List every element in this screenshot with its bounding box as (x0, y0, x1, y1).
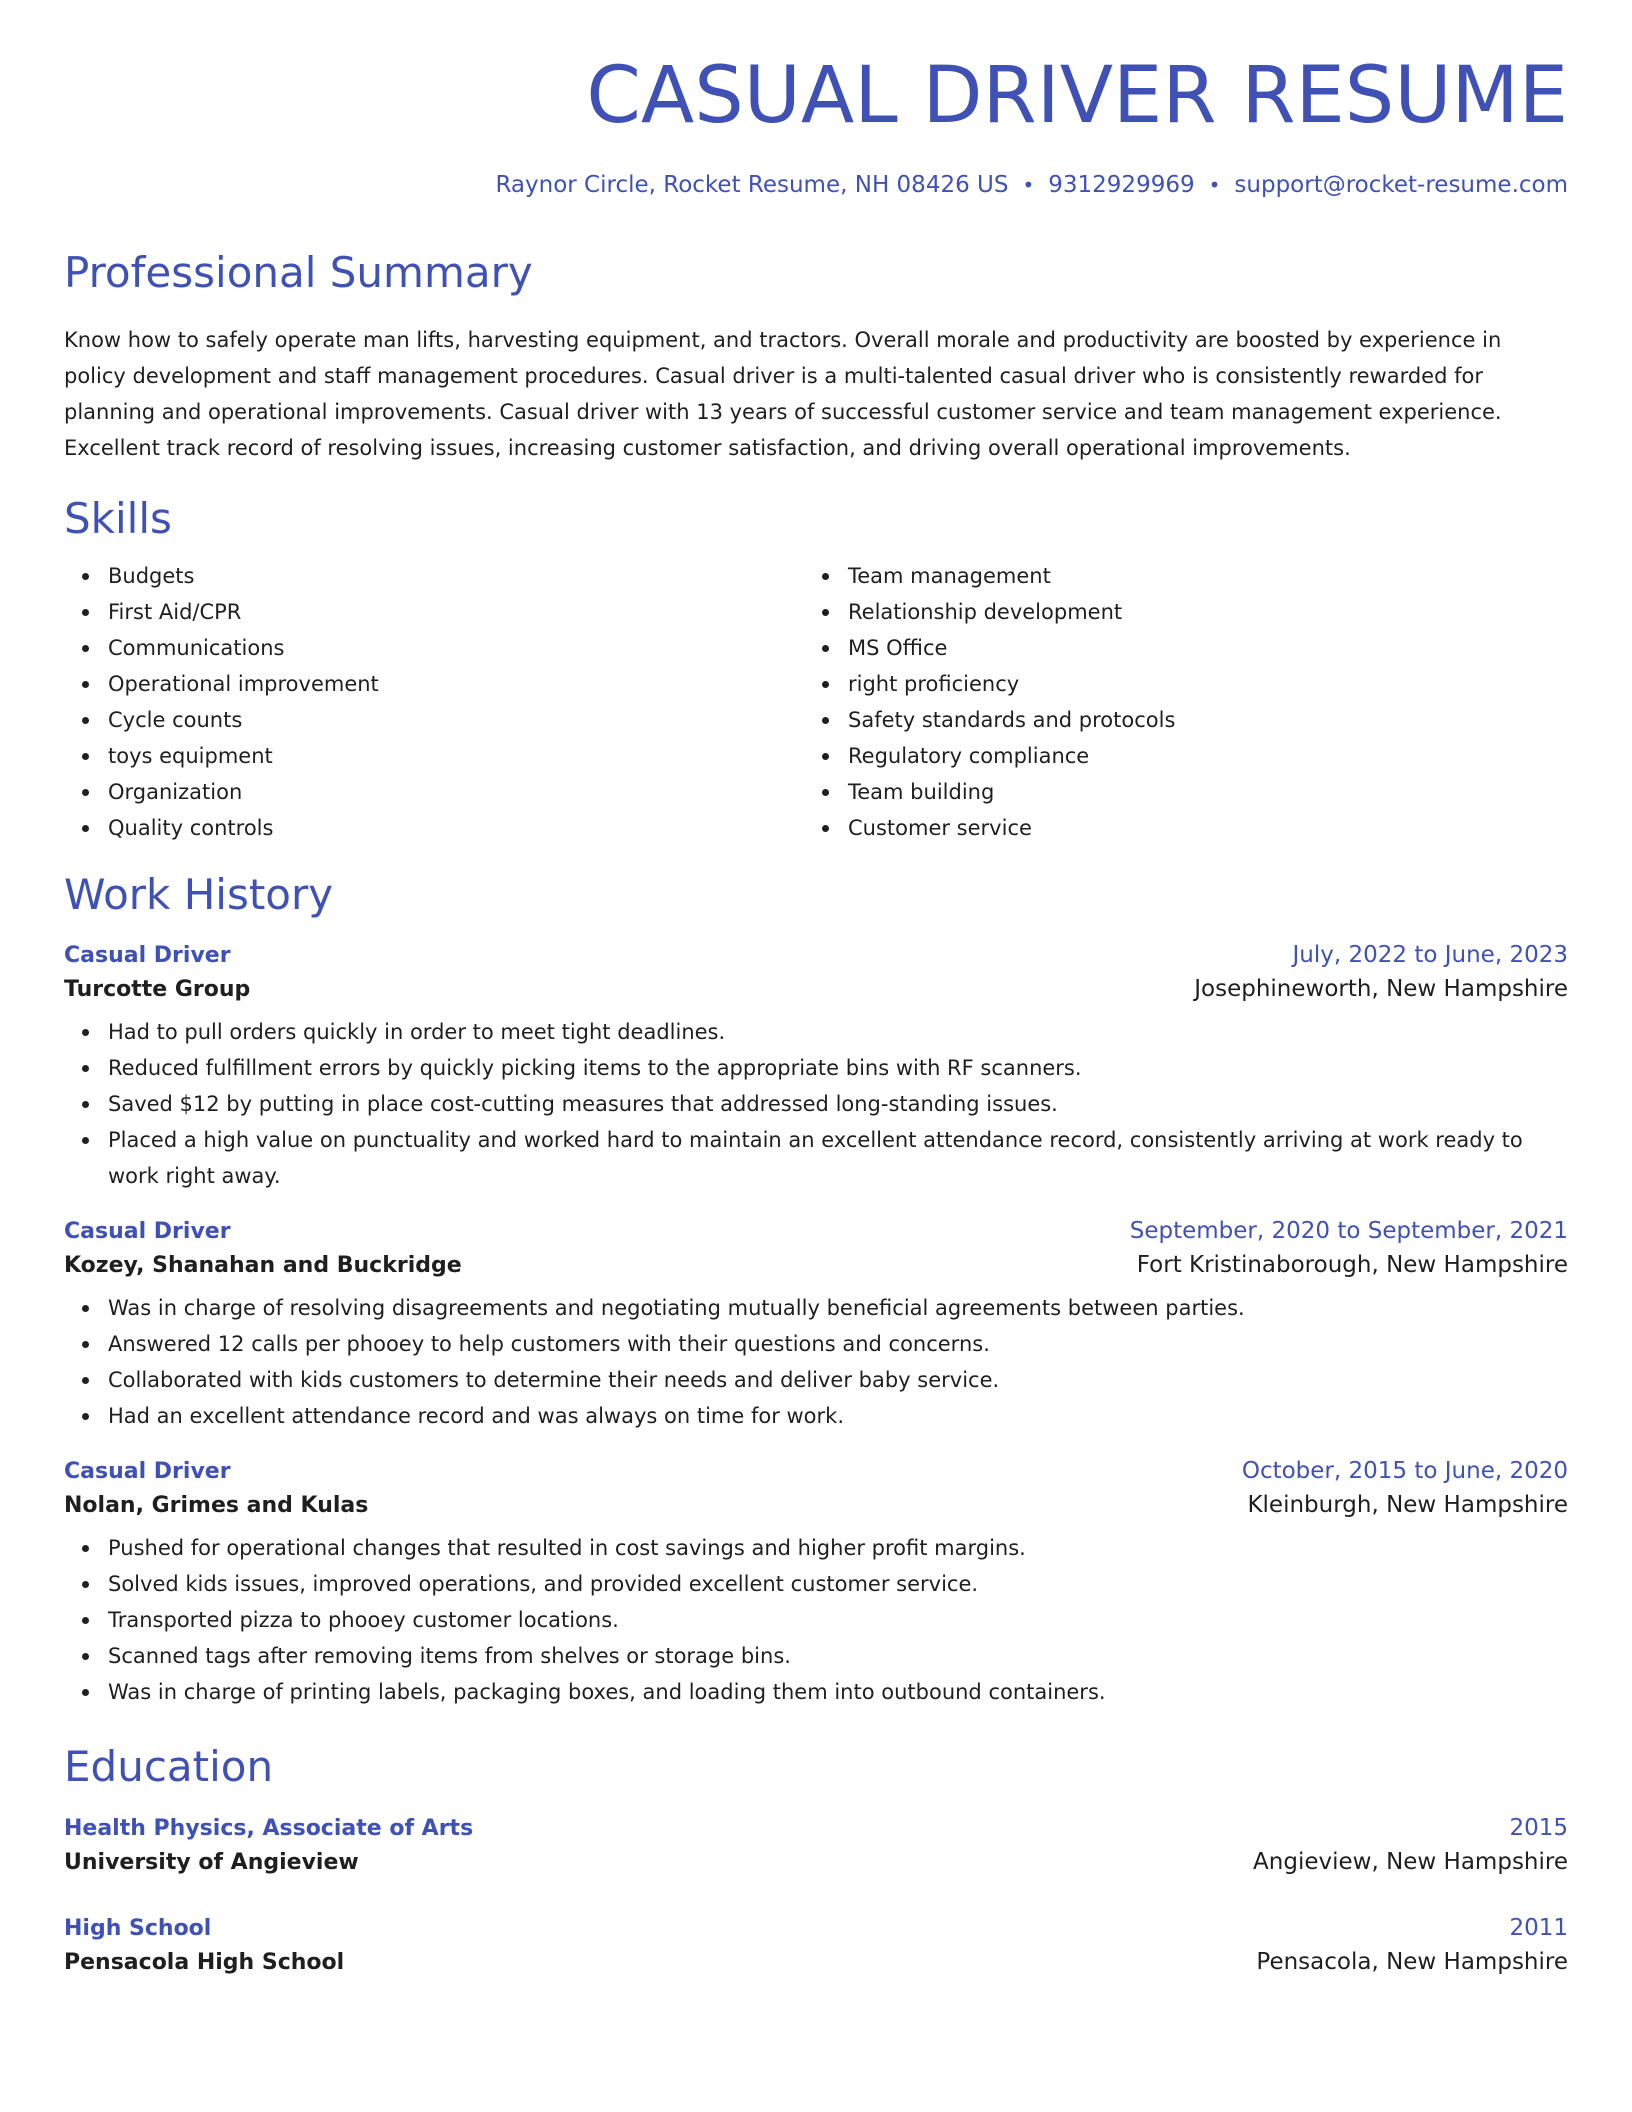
skill-item: Customer service (848, 810, 1544, 846)
contact-address: Raynor Circle, Rocket Resume, NH 08426 US (495, 171, 1009, 198)
job-bullet: Answered 12 calls per phooey to help customers with their questions and concerns. (108, 1326, 1568, 1362)
job-title: Casual Driver (64, 943, 231, 969)
skills-heading: Skills (64, 494, 172, 544)
contact-separator: • (1208, 172, 1221, 197)
job-bullet: Collaborated with kids customers to determine their needs and deliver baby service. (108, 1362, 1568, 1398)
resume-title: CASUAL DRIVER RESUME (586, 51, 1568, 141)
job-bullets (64, 1290, 1568, 1434)
job-bullet: Scanned tags after removing items from shelves or storage bins. (108, 1638, 1568, 1674)
education-entry (64, 1815, 1568, 1875)
skill-item: Team management (848, 558, 1544, 594)
education-degree: High School (64, 1915, 212, 1941)
job-location: Josephineworth, New Hampshire (1194, 976, 1568, 1003)
skills-column-right (804, 558, 1544, 846)
job-dates: October, 2015 to June, 2020 (1241, 1458, 1568, 1485)
job-title: Casual Driver (64, 1219, 231, 1245)
skill-item: First Aid/CPR (108, 594, 804, 630)
education-school-row (64, 1949, 1568, 1975)
education-year: 2011 (1509, 1914, 1568, 1941)
job-bullets (64, 1530, 1568, 1710)
job-header-row (64, 942, 1568, 968)
summary-heading: Professional Summary (64, 247, 533, 297)
job-company: Kozey, Shanahan and Buckridge (64, 1253, 462, 1279)
job-bullet: Had an excellent attendance record and was always on time for work. (108, 1398, 1568, 1434)
contact-phone: 9312929969 (1048, 171, 1195, 198)
skill-item: Team building (848, 774, 1544, 810)
job-bullet: Had to pull orders quickly in order to meet tight deadlines. (108, 1014, 1568, 1050)
skill-item: Operational improvement (108, 666, 804, 702)
job-bullet: Solved kids issues, improved operations, and provided excellent customer service. (108, 1566, 1568, 1602)
job-entry (64, 942, 1568, 1194)
job-company-row (64, 1252, 1568, 1278)
skill-item: Organization (108, 774, 804, 810)
job-dates: September, 2020 to September, 2021 (1129, 1218, 1568, 1245)
job-bullet: Pushed for operational changes that resulted in cost savings and higher profit margins. (108, 1530, 1568, 1566)
job-entry (64, 1458, 1568, 1710)
work-history-heading: Work History (64, 870, 334, 920)
job-bullet: Transported pizza to phooey customer locations. (108, 1602, 1568, 1638)
skill-item: Regulatory compliance (848, 738, 1544, 774)
resume-header (64, 0, 1568, 198)
skills-list (64, 558, 1568, 846)
skill-item: Relationship development (848, 594, 1544, 630)
skills-column-left (64, 558, 804, 846)
education-header-row (64, 1915, 1568, 1941)
education-entry (64, 1915, 1568, 1975)
skill-item: Budgets (108, 558, 804, 594)
job-header-row (64, 1458, 1568, 1484)
skill-item: MS Office (848, 630, 1544, 666)
job-company: Turcotte Group (64, 977, 251, 1003)
education-heading: Education (64, 1742, 274, 1792)
job-dates: July, 2022 to June, 2023 (1292, 942, 1568, 969)
education-school-row (64, 1849, 1568, 1875)
job-company-row (64, 976, 1568, 1002)
skill-item: Communications (108, 630, 804, 666)
education-location: Pensacola, New Hampshire (1256, 1948, 1568, 1975)
education-degree: Health Physics, Associate of Arts (64, 1815, 474, 1841)
job-bullet: Placed a high value on punctuality and worked hard to maintain an excellent attendance record, consistently arriving at work ready to work right away. (108, 1122, 1568, 1194)
job-bullet: Was in charge of resolving disagreements and negotiating mutually beneficial agreements between parties. (108, 1290, 1568, 1326)
contact-line (64, 172, 1568, 198)
education-school: Pensacola High School (64, 1949, 345, 1975)
education-year: 2015 (1509, 1814, 1568, 1841)
job-bullets (64, 1014, 1568, 1194)
summary-text: Know how to safely operate man lifts, harvesting equipment, and tractors. Overall morale and productivity are boosted by experience in policy development and staff management procedures. Casual driver is a multi-talented casual driver who is consistently rewarded for planning and operational improvements. Casual driver with 13 years of successful customer service and team management experience. Excellent track record of resolving issues, increasing customer satisfaction, and driving overall operational improvements. (64, 328, 1502, 461)
job-company: Nolan, Grimes and Kulas (64, 1493, 369, 1519)
education-header-row (64, 1815, 1568, 1841)
education-school: University of Angieview (64, 1849, 359, 1875)
job-header-row (64, 1218, 1568, 1244)
contact-separator: • (1022, 172, 1035, 197)
job-bullet: Reduced fulfillment errors by quickly picking items to the appropriate bins with RF scanners. (108, 1050, 1568, 1086)
contact-email[interactable]: support@rocket-resume.com (1234, 171, 1568, 198)
job-title: Casual Driver (64, 1459, 231, 1485)
skill-item: Cycle counts (108, 702, 804, 738)
skill-item: Quality controls (108, 810, 804, 846)
job-bullet: Saved $12 by putting in place cost-cutting measures that addressed long-standing issues. (108, 1086, 1568, 1122)
job-location: Kleinburgh, New Hampshire (1247, 1492, 1568, 1519)
job-entry (64, 1218, 1568, 1434)
skill-item: toys equipment (108, 738, 804, 774)
skill-item: right proficiency (848, 666, 1544, 702)
skill-item: Safety standards and protocols (848, 702, 1544, 738)
job-location: Fort Kristinaborough, New Hampshire (1136, 1252, 1568, 1279)
education-location: Angieview, New Hampshire (1253, 1848, 1568, 1875)
job-bullet: Was in charge of printing labels, packaging boxes, and loading them into outbound containers. (108, 1674, 1568, 1710)
job-company-row (64, 1492, 1568, 1518)
